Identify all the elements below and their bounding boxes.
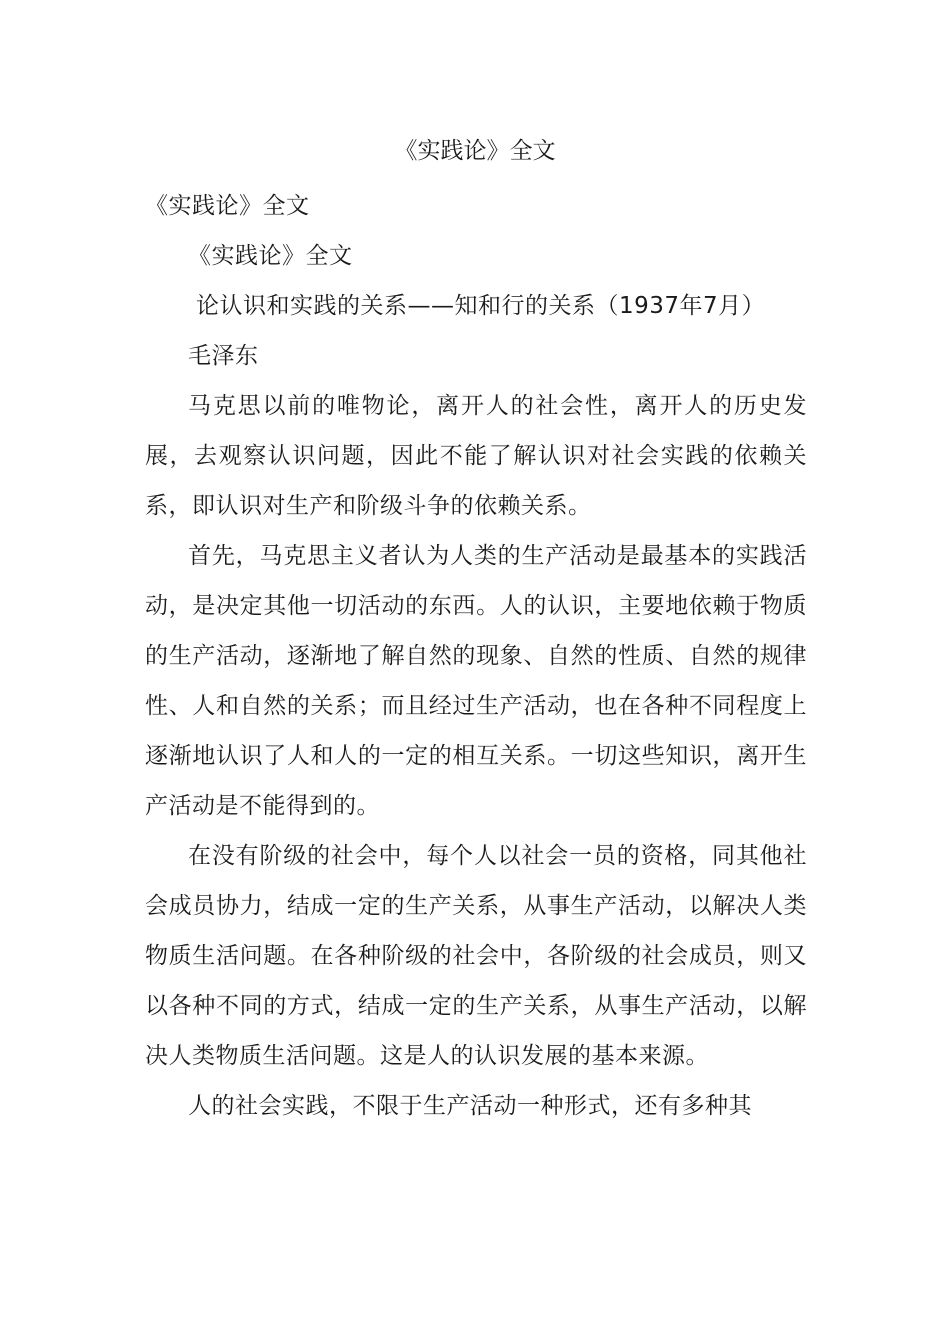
paragraph-subtitle-indented: 《实践论》全文 [188,243,353,269]
paragraph-body: 人的社会实践，不限于生产活动一种形式，还有多种其 [188,1093,752,1119]
paragraph-author: 毛泽东 [188,343,259,369]
paragraph-essay-heading: 论认识和实践的关系——知和行的关系（1937年7月） [196,293,766,319]
paragraph-subtitle: 《实践论》全文 [145,193,310,219]
paragraph-body: 首先，马克思主义者认为人类的生产活动是最基本的实践活动，是决定其他一切活动的东西。人的认识，主要地依赖于物质的生产活动，逐渐地了解自然的现象、自然的性质、自然的规律性、人和自然的关系；而且经过生产活动，也在各种不同程度上逐渐地认识了人和人的一定的相互关系。一切这些知识，离开生产活动是不能得到的。 [145,543,807,819]
document-title: 《实践论》全文 [394,138,556,164]
paragraph-body: 马克思以前的唯物论，离开人的社会性，离开人的历史发展，去观察认识问题，因此不能了解认识对社会实践的依赖关系，即认识对生产和阶级斗争的依赖关系。 [145,393,807,519]
paragraph-body: 在没有阶级的社会中，每个人以社会一员的资格，同其他社会成员协力，结成一定的生产关系，从事生产活动，以解决人类物质生活问题。在各种阶级的社会中，各阶级的社会成员，则又以各种不同的方式，结成一定的生产关系，从事生产活动，以解决人类物质生活问题。这是人的认识发展的基本来源。 [145,843,807,1069]
document-body [145,181,807,1131]
